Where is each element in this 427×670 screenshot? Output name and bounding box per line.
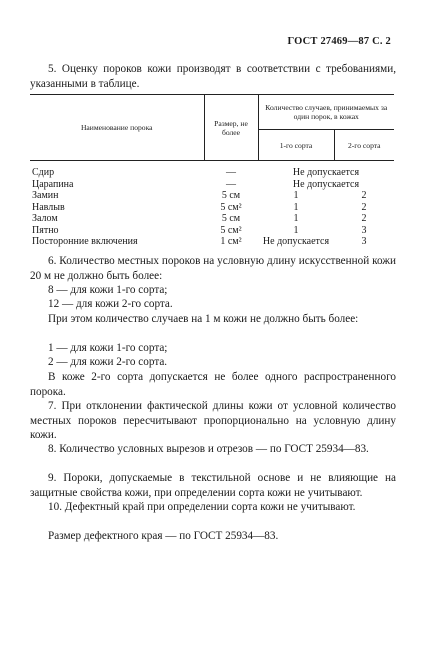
col-header-count: Количество случаев, принимаемых за один порок, в кожах bbox=[258, 95, 394, 130]
clause-6-per-meter: При этом количество случаев на 1 м кожи не должно быть более: bbox=[48, 313, 359, 325]
defects-table bbox=[30, 94, 394, 248]
table-row: Посторонние включения 1 см² Не допускается 3 bbox=[32, 236, 367, 247]
col-header-grade2: 2-го сорта bbox=[334, 130, 394, 161]
table-row: Царапина — Не допускается bbox=[32, 178, 360, 190]
clause-6-item-4: 2 — для кожи 2-го сорта. bbox=[48, 356, 168, 368]
table-row: Сдир — Не допускается bbox=[32, 167, 360, 178]
col-header-grade1: 1-го сорта bbox=[258, 130, 334, 161]
clause-10: 10. Дефектный край при определении сорта кожи не учитывают. bbox=[48, 501, 356, 513]
clause-7: 7. При отклонении фактической длины кожи от условной количество местных пороков пересчитывают пропорционально на условную длину кожи. bbox=[30, 400, 396, 441]
clause-6-item-3: 1 — для кожи 1-го сорта; bbox=[48, 342, 168, 354]
clause-5-intro: 5. Оценку пороков кожи производят в соответствии с требованиями, указанными в таблице. bbox=[30, 63, 396, 90]
clause-6: 6. Количество местных пороков на условную длину искусственной кожи 20 м не должно быть более: bbox=[30, 255, 396, 282]
col-header-size: Размер, не более bbox=[204, 95, 258, 161]
clause-6-item-1: 8 — для кожи 1-го сорта; bbox=[48, 284, 168, 296]
clause-10-note: Размер дефектного края — по ГОСТ 25934—83. bbox=[48, 530, 279, 542]
table-row: Пятно 5 см² 1 3 bbox=[32, 224, 367, 236]
clause-8: 8. Количество условных вырезов и отрезов — по ГОСТ 25934—83. bbox=[48, 443, 369, 455]
page-header: ГОСТ 27469—87 С. 2 bbox=[287, 36, 391, 47]
clause-9: 9. Пороки, допускаемые в текстильной основе и не влияющие на защитные свойства кожи, при определении сорта кожи не учитывают. bbox=[30, 472, 396, 499]
table-row: Замин 5 см 1 2 bbox=[32, 190, 367, 201]
table-row: Залом 5 см 1 2 bbox=[32, 213, 367, 224]
clause-6-note: В коже 2-го сорта допускается не более одного распространенного порока. bbox=[30, 371, 396, 398]
col-header-name: Наименование порока bbox=[30, 95, 204, 161]
clause-6-item-2: 12 — для кожи 2-го сорта. bbox=[48, 298, 173, 310]
table-row: Навлыв 5 см² 1 2 bbox=[32, 201, 367, 213]
